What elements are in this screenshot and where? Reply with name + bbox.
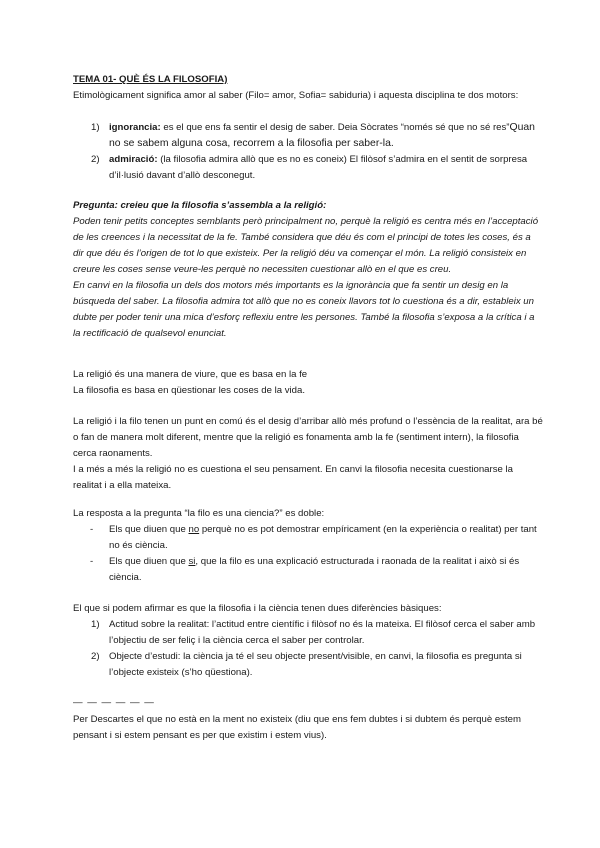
list-item: 1) ignorancia: es el que ens fa sentir el desig de saber. Deia Sòcrates “només sé que no sé res”Quan no se sabem alguna cosa, recorrem a la filosofia per saber-la. [91, 122, 535, 149]
question-section [73, 198, 543, 342]
question-paragraph-2: En canvi en la filosofia un dels dos motors més importants es la ignorància que fa sentir un desig en la búsqueda del saber. La filosofia admira tot allò que no es coneix llavors tot lo cuestiona és a dir, estableix un dubte per poder tenir una mica d’esforç reflexiu entre les persones. També la filosofia s’exposa a la crítica i a la rectificació de qualsevol enunciat. [73, 280, 535, 339]
comparison-paragraph-1: La religió i la filo tenen un punt en comú és el desig d’arribar allò més profund o l’essència de la realitat, ara bé o fan de manera molt diferent, mentre que la religió es fonamenta amb la fe (sentiment intern), la filosofia cerca raonaments. [73, 416, 543, 459]
list-item: 1) Actitud sobre la realitat: l’actitud entre científic i filòsof no és la mateixa. El filòsof cerca el saber amb l’objectiu de ser feliç i la ciència cerca el saber per controlar. [91, 619, 536, 646]
descartes-paragraph: Per Descartes el que no està en la ment no existeix (diu que ens fem dubtes i si dubtem és perquè estem pensant i si estem pensant es per que existim i estem vius). [73, 714, 521, 741]
differences-list [73, 617, 543, 681]
differences-intro: El que si podem afirmar es que la filosofia i la ciència tenen dues diferències bàsiques: [73, 603, 442, 614]
comparison-paragraph-2: I a més a més la religió no es cuestiona el seu pensament. En canvi la filosofia necesita cuestionarse la realitat i a ella mateixa. [73, 464, 513, 491]
list-item: 2) Objecte d’estudi: la ciència ja té el seu objecte present/visible, en canvi, la filosofia es pregunta si l’objecte existeix (s’ho qüestiona). [91, 651, 522, 678]
list-item: 2) admiració: (la filosofia admira allò que es no es coneix) El filòsof s’admira en el sentit de sorpresa d’il·lusió davant d’allò desconegut. [91, 154, 528, 181]
philosophy-line: La filosofia es basa en qüestionar les coses de la vida. [73, 385, 305, 396]
question-paragraph-1: Poden tenir petits conceptes semblants però principalment no, perquè la religió es centra més en l’acceptació de les creences i la necessitat de la fe. També considera que déu és com el principi de totes les coses, és a dir que déu és l’origen de tot lo que existeix. Per la religió déu va començar el món. La religió consisteix en creure les coses sense veure-les perquè no necessiten cuestionar allò en el que es creu. [73, 216, 539, 275]
intro-paragraph: Etimològicament significa amor al saber (Filo= amor, Sofia= sabiduria) i aquesta disciplina te dos motors: [73, 90, 519, 101]
science-answers-list [73, 522, 543, 586]
comparison-section [73, 414, 543, 494]
term-ignorancia: ignorancia: [109, 122, 161, 133]
list-item: - Els que diuen que si, que la filo es una explicació estructurada i raonada de la realitat i això si és ciència. [90, 556, 520, 583]
section-separator: — — — — — — [73, 697, 155, 708]
science-question: La resposta a la pregunta “la filo es una ciencia?” es doble: [73, 508, 325, 519]
religion-line: La religió és una manera de viure, que es basa en la fe [73, 369, 308, 380]
term-admiracio: admiració: [109, 154, 158, 165]
list-item: - Els que diuen que no perquè no es pot demostrar empíricament (en la experiència o realitat) per tant no és ciència. [90, 524, 537, 551]
question-heading: Pregunta: creieu que la filosofia s’assembla a la religió: [73, 200, 327, 211]
motors-list [73, 120, 543, 184]
religion-philosophy-lines [73, 367, 543, 399]
page-title: TEMA 01- QUÈ ÉS LA FILOSOFIA​) [73, 74, 228, 85]
